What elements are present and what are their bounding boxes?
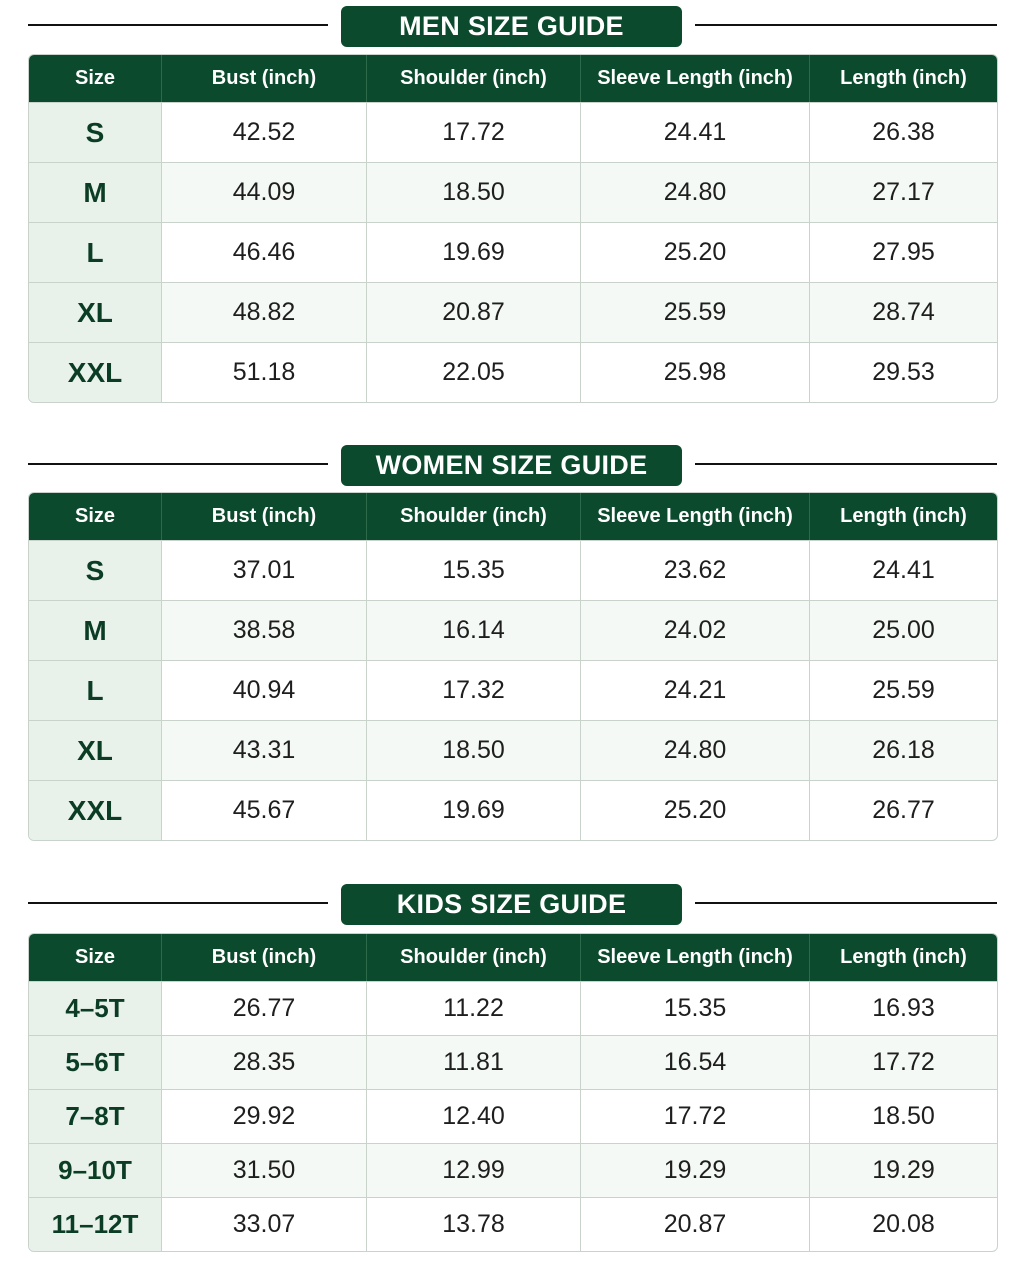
table-row bbox=[29, 162, 997, 222]
table-row bbox=[29, 780, 997, 840]
size-label: L bbox=[29, 222, 162, 282]
shoulder-value: 19.69 bbox=[367, 780, 581, 840]
table-row bbox=[29, 222, 997, 282]
shoulder-value: 11.81 bbox=[367, 1035, 581, 1089]
size-label: M bbox=[29, 162, 162, 222]
table-header-row bbox=[29, 55, 997, 102]
bust-value: 42.52 bbox=[162, 102, 367, 162]
bust-value: 29.92 bbox=[162, 1089, 367, 1143]
women-size-guide-section bbox=[0, 441, 1024, 826]
title-rule-right bbox=[695, 24, 997, 26]
table-row bbox=[29, 1035, 997, 1089]
header-sleeve-length: Sleeve Length (inch) bbox=[581, 493, 810, 540]
size-label: XL bbox=[29, 282, 162, 342]
length-value: 18.50 bbox=[810, 1089, 997, 1143]
sleeve-length-value: 25.20 bbox=[581, 780, 810, 840]
bust-value: 40.94 bbox=[162, 660, 367, 720]
bust-value: 31.50 bbox=[162, 1143, 367, 1197]
length-value: 26.18 bbox=[810, 720, 997, 780]
title-rule-left bbox=[28, 24, 328, 26]
header-size: Size bbox=[29, 493, 162, 540]
size-label: XXL bbox=[29, 780, 162, 840]
shoulder-value: 18.50 bbox=[367, 162, 581, 222]
bust-value: 51.18 bbox=[162, 342, 367, 402]
bust-value: 43.31 bbox=[162, 720, 367, 780]
bust-value: 44.09 bbox=[162, 162, 367, 222]
shoulder-value: 12.99 bbox=[367, 1143, 581, 1197]
bust-value: 38.58 bbox=[162, 600, 367, 660]
sleeve-length-value: 15.35 bbox=[581, 981, 810, 1035]
table-row bbox=[29, 342, 997, 402]
header-length: Length (inch) bbox=[810, 934, 997, 981]
header-sleeve-length: Sleeve Length (inch) bbox=[581, 934, 810, 981]
size-label: S bbox=[29, 102, 162, 162]
size-label: XXL bbox=[29, 342, 162, 402]
length-value: 27.17 bbox=[810, 162, 997, 222]
length-value: 17.72 bbox=[810, 1035, 997, 1089]
size-label: 5–6T bbox=[29, 1035, 162, 1089]
size-label: 9–10T bbox=[29, 1143, 162, 1197]
size-label: 11–12T bbox=[29, 1197, 162, 1251]
sleeve-length-value: 23.62 bbox=[581, 540, 810, 600]
shoulder-value: 13.78 bbox=[367, 1197, 581, 1251]
shoulder-value: 11.22 bbox=[367, 981, 581, 1035]
header-bust: Bust (inch) bbox=[162, 493, 367, 540]
bust-value: 46.46 bbox=[162, 222, 367, 282]
section-title-row bbox=[0, 880, 1024, 926]
kids-size-table bbox=[28, 933, 998, 1252]
shoulder-value: 12.40 bbox=[367, 1089, 581, 1143]
length-value: 20.08 bbox=[810, 1197, 997, 1251]
length-value: 25.59 bbox=[810, 660, 997, 720]
bust-value: 28.35 bbox=[162, 1035, 367, 1089]
sleeve-length-value: 24.21 bbox=[581, 660, 810, 720]
header-length: Length (inch) bbox=[810, 55, 997, 102]
sleeve-length-value: 19.29 bbox=[581, 1143, 810, 1197]
table-row bbox=[29, 1089, 997, 1143]
table-row bbox=[29, 720, 997, 780]
length-value: 28.74 bbox=[810, 282, 997, 342]
size-label: L bbox=[29, 660, 162, 720]
bust-value: 26.77 bbox=[162, 981, 367, 1035]
header-sleeve-length: Sleeve Length (inch) bbox=[581, 55, 810, 102]
table-row bbox=[29, 660, 997, 720]
shoulder-value: 22.05 bbox=[367, 342, 581, 402]
section-title-row bbox=[0, 441, 1024, 487]
shoulder-value: 19.69 bbox=[367, 222, 581, 282]
header-shoulder: Shoulder (inch) bbox=[367, 934, 581, 981]
sleeve-length-value: 24.02 bbox=[581, 600, 810, 660]
women-section-title: WOMEN SIZE GUIDE bbox=[341, 445, 682, 486]
title-rule-left bbox=[28, 463, 328, 465]
table-row bbox=[29, 981, 997, 1035]
header-bust: Bust (inch) bbox=[162, 55, 367, 102]
bust-value: 37.01 bbox=[162, 540, 367, 600]
shoulder-value: 17.32 bbox=[367, 660, 581, 720]
men-size-guide-section bbox=[0, 2, 1024, 388]
sleeve-length-value: 25.98 bbox=[581, 342, 810, 402]
shoulder-value: 20.87 bbox=[367, 282, 581, 342]
shoulder-value: 15.35 bbox=[367, 540, 581, 600]
header-size: Size bbox=[29, 934, 162, 981]
table-header-row bbox=[29, 934, 997, 981]
length-value: 19.29 bbox=[810, 1143, 997, 1197]
sleeve-length-value: 16.54 bbox=[581, 1035, 810, 1089]
header-shoulder: Shoulder (inch) bbox=[367, 55, 581, 102]
table-row bbox=[29, 1143, 997, 1197]
kids-size-guide-section bbox=[0, 880, 1024, 1239]
table-row bbox=[29, 600, 997, 660]
header-shoulder: Shoulder (inch) bbox=[367, 493, 581, 540]
size-label: 7–8T bbox=[29, 1089, 162, 1143]
title-rule-left bbox=[28, 902, 328, 904]
section-title-row bbox=[0, 2, 1024, 48]
size-label: XL bbox=[29, 720, 162, 780]
length-value: 25.00 bbox=[810, 600, 997, 660]
women-size-table bbox=[28, 492, 998, 841]
table-row bbox=[29, 282, 997, 342]
size-label: 4–5T bbox=[29, 981, 162, 1035]
men-size-table bbox=[28, 54, 998, 403]
kids-section-title: KIDS SIZE GUIDE bbox=[341, 884, 682, 925]
shoulder-value: 17.72 bbox=[367, 102, 581, 162]
bust-value: 33.07 bbox=[162, 1197, 367, 1251]
header-size: Size bbox=[29, 55, 162, 102]
length-value: 29.53 bbox=[810, 342, 997, 402]
length-value: 26.38 bbox=[810, 102, 997, 162]
table-row bbox=[29, 1197, 997, 1251]
length-value: 26.77 bbox=[810, 780, 997, 840]
size-label: M bbox=[29, 600, 162, 660]
header-bust: Bust (inch) bbox=[162, 934, 367, 981]
sleeve-length-value: 25.59 bbox=[581, 282, 810, 342]
sleeve-length-value: 24.41 bbox=[581, 102, 810, 162]
table-row bbox=[29, 540, 997, 600]
sleeve-length-value: 24.80 bbox=[581, 720, 810, 780]
sleeve-length-value: 25.20 bbox=[581, 222, 810, 282]
shoulder-value: 18.50 bbox=[367, 720, 581, 780]
table-header-row bbox=[29, 493, 997, 540]
sleeve-length-value: 17.72 bbox=[581, 1089, 810, 1143]
table-row bbox=[29, 102, 997, 162]
bust-value: 48.82 bbox=[162, 282, 367, 342]
bust-value: 45.67 bbox=[162, 780, 367, 840]
length-value: 24.41 bbox=[810, 540, 997, 600]
sleeve-length-value: 20.87 bbox=[581, 1197, 810, 1251]
size-label: S bbox=[29, 540, 162, 600]
length-value: 27.95 bbox=[810, 222, 997, 282]
header-length: Length (inch) bbox=[810, 493, 997, 540]
length-value: 16.93 bbox=[810, 981, 997, 1035]
title-rule-right bbox=[695, 902, 997, 904]
sleeve-length-value: 24.80 bbox=[581, 162, 810, 222]
shoulder-value: 16.14 bbox=[367, 600, 581, 660]
title-rule-right bbox=[695, 463, 997, 465]
men-section-title: MEN SIZE GUIDE bbox=[341, 6, 682, 47]
